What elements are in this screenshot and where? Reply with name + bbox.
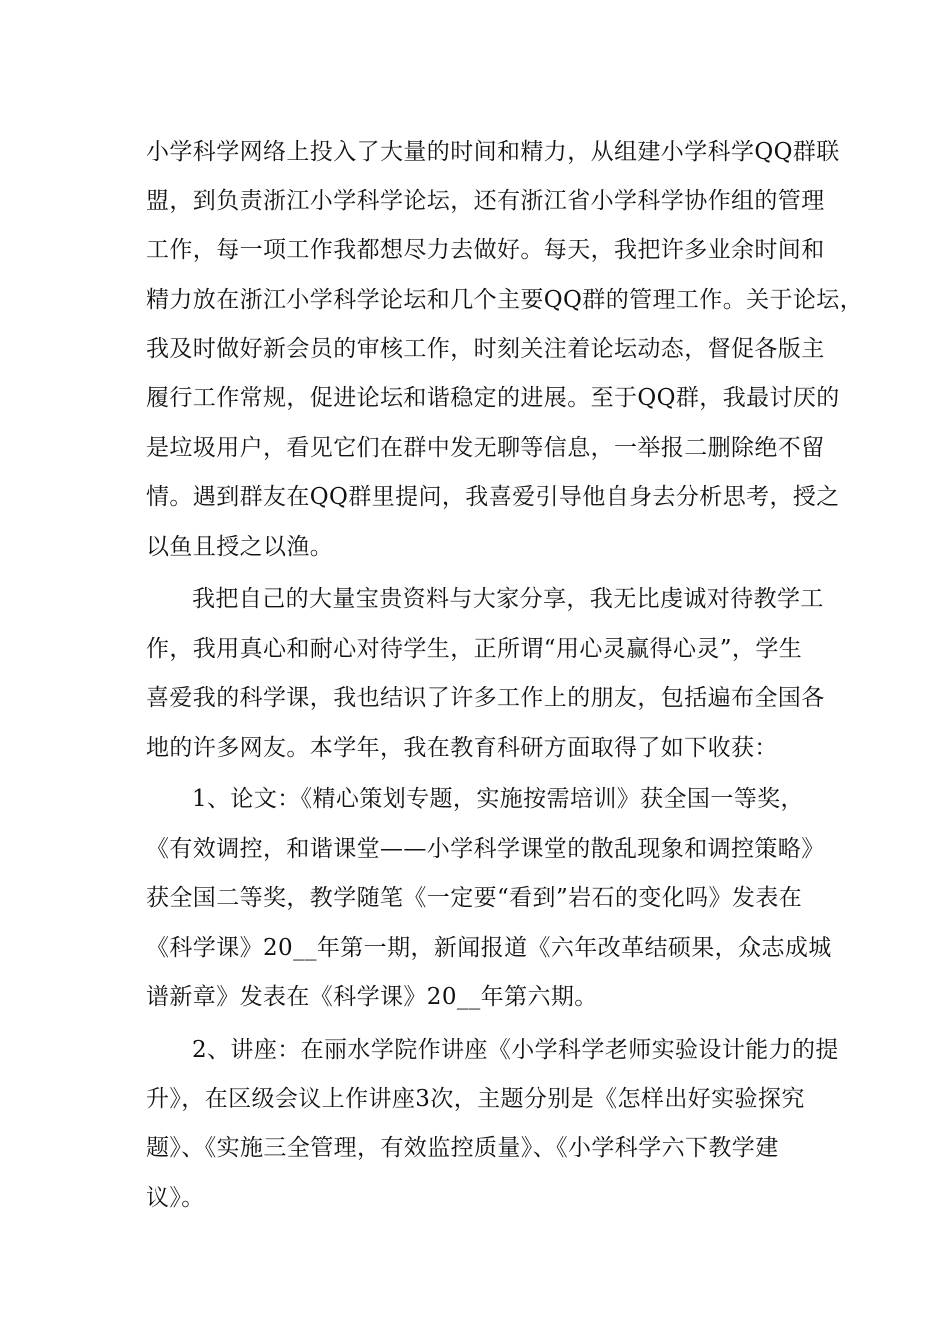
text-line: 《科学课》20__年第一期，新闻报道《六年改革结硕果，众志成城 bbox=[146, 935, 832, 961]
text-line: 2、讲座：在丽水学院作讲座《小学科学老师实验设计能力的提 bbox=[192, 1037, 839, 1063]
text-line: 《有效调控，和谐课堂——小学科学课堂的散乱现象和调控策略》 bbox=[146, 836, 825, 862]
text-line: 我及时做好新会员的审核工作，时刻关注着论坛动态，督促各版主 bbox=[146, 336, 825, 362]
text-line: 获全国二等奖，教学随笔《一定要“看到”岩石的变化吗》发表在 bbox=[146, 885, 803, 911]
text-line: 以鱼且授之以渔。 bbox=[146, 534, 334, 560]
text-line: 升》，在区级会议上作讲座3次，主题分别是《怎样出好实验探究 bbox=[146, 1086, 805, 1112]
text-line: 喜爱我的科学课，我也结识了许多工作上的朋友，包括遍布全国各 bbox=[146, 685, 825, 711]
text-line: 题》、《实施三全管理，有效监控质量》、《小学科学六下教学建 bbox=[146, 1135, 779, 1161]
text-line: 我把自己的大量宝贵资料与大家分享，我无比虔诚对待教学工 bbox=[192, 586, 824, 612]
text-line: 情。遇到群友在QQ群里提问，我喜爱引导他自身去分析思考，授之 bbox=[146, 484, 840, 510]
text-line: 工作，每一项工作我都想尽力去做好。每天，我把许多业余时间和 bbox=[146, 237, 825, 263]
text-line: 履行工作常规，促进论坛和谐稳定的进展。至于QQ群，我最讨厌的 bbox=[146, 385, 840, 411]
text-line: 盟，到负责浙江小学科学论坛，还有浙江省小学科学协作组的管理 bbox=[146, 188, 825, 214]
text-line: 地的许多网友。本学年，我在教育科研方面取得了如下收获： bbox=[146, 735, 778, 761]
text-line: 精力放在浙江小学科学论坛和几个主要QQ群的管理工作。关于论坛， bbox=[146, 287, 864, 313]
text-line: 作，我用真心和耐心对待学生，正所谓“用心灵赢得心灵”，学生 bbox=[146, 636, 803, 662]
text-line: 谱新章》发表在《科学课》20__年第六期。 bbox=[146, 984, 598, 1010]
text-line: 是垃圾用户，看见它们在群中发无聊等信息，一举报二删除绝不留 bbox=[146, 435, 825, 461]
text-line: 议》。 bbox=[146, 1185, 205, 1211]
text-line: 1、论文：《精心策划专题，实施按需培训》获全国一等奖， bbox=[192, 786, 804, 812]
text-line: 小学科学网络上投入了大量的时间和精力，从组建小学科学QQ群联 bbox=[146, 139, 840, 165]
